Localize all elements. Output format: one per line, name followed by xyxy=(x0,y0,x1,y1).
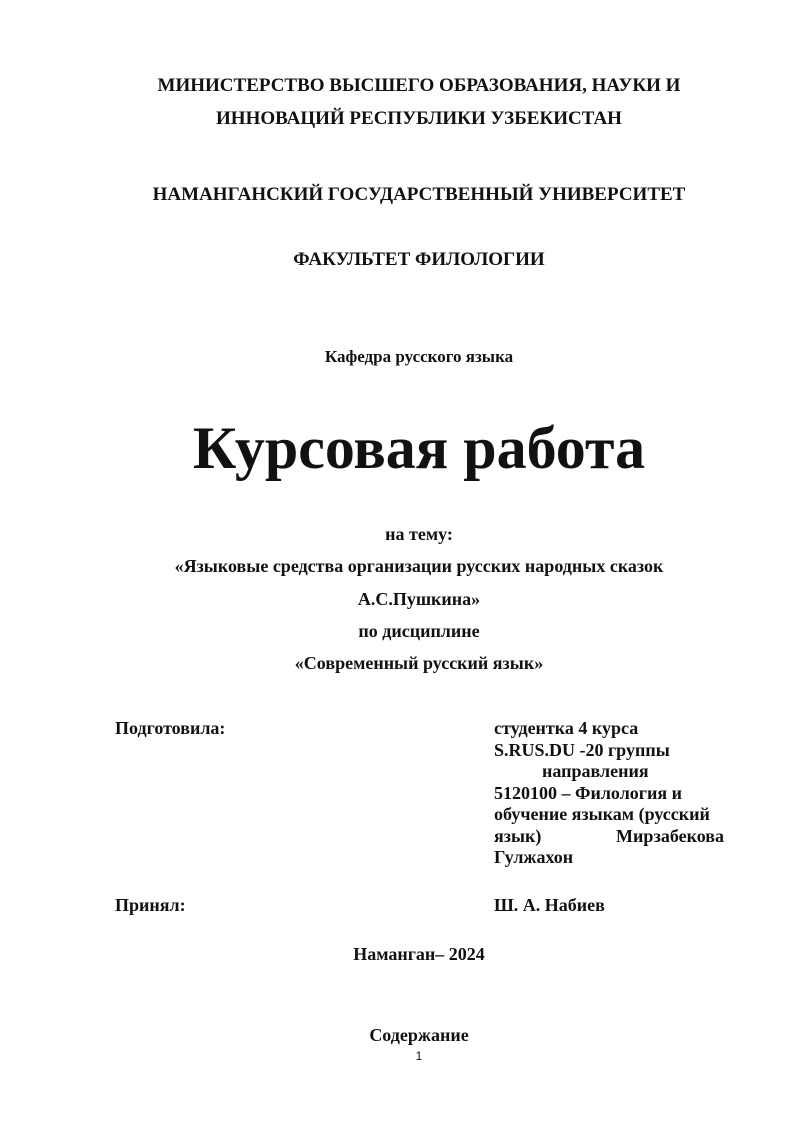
contents-heading: Содержание xyxy=(369,1025,469,1045)
author-line-1: студентка 4 курса xyxy=(494,718,639,738)
topic-intro: на тему: xyxy=(385,524,453,544)
document-title: Курсовая работа xyxy=(192,415,646,481)
city-year: Наманган– 2024 xyxy=(353,944,485,964)
author-line-6-part-a: язык) xyxy=(494,825,542,846)
author-line-3: направления xyxy=(542,761,649,781)
ministry-line-2: ИННОВАЦИЙ РЕСПУБЛИКИ УЗБЕКИСТАН xyxy=(216,108,622,129)
author-line-7: Гулжахон xyxy=(494,847,574,867)
author-line-5: обучение языкам (русский xyxy=(494,804,710,824)
author-line-2: S.RUS.DU -20 группы xyxy=(494,739,670,760)
department-name: Кафедра русского языка xyxy=(324,347,514,366)
discipline-intro: по дисциплине xyxy=(358,621,480,641)
faculty-name: ФАКУЛЬТЕТ ФИЛОЛОГИИ xyxy=(293,249,545,270)
discipline-name: «Современный русский язык» xyxy=(294,653,544,673)
author-line-6 xyxy=(494,826,724,848)
reviewer-name: Ш. А. Набиев xyxy=(494,895,605,915)
author-label: Подготовила: xyxy=(115,718,226,738)
topic-line-1: «Языковые средства организации русских народных сказок xyxy=(174,556,664,576)
topic-line-2: А.С.Пушкина» xyxy=(357,589,481,609)
author-line-6-part-b: Мирзабекова xyxy=(616,825,724,846)
author-line-4: 5120100 – Филология и xyxy=(494,782,682,803)
university-name: НАМАНГАНСКИЙ ГОСУДАРСТВЕННЫЙ УНИВЕРСИТЕТ xyxy=(152,184,686,205)
reviewer-label: Принял: xyxy=(115,895,186,915)
page-number: 1 xyxy=(415,1049,423,1063)
ministry-line-1: МИНИСТЕРСТВО ВЫСШЕГО ОБРАЗОВАНИЯ, НАУКИ И xyxy=(157,75,681,96)
author-details xyxy=(494,718,724,869)
